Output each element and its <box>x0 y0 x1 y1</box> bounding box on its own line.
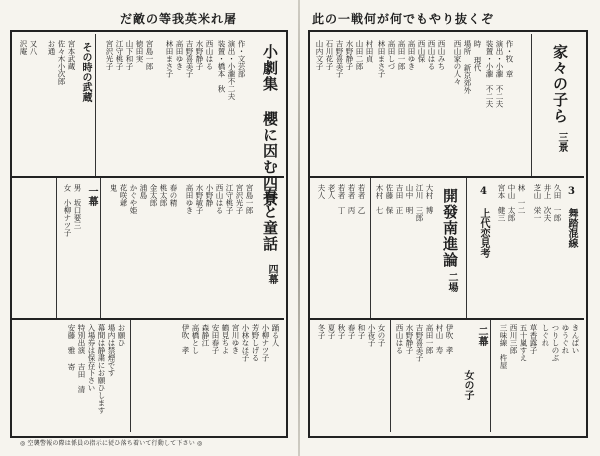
banner-right: 此の一戦何が何でもやり抜くぞ <box>312 12 495 26</box>
divider <box>466 178 467 318</box>
cast-list: 男 坂口要三 女 小柳ナツ子 <box>63 184 82 237</box>
setting-info: 時 現代 場所 新京郊外 西山家の人々 <box>453 40 482 94</box>
credits: 作・文芸部 演出・小瀧不二夫 装置・橋本 秋 <box>217 40 246 100</box>
divider <box>310 318 584 320</box>
act-title: 4 上代恋見考 <box>478 186 489 258</box>
cast-list: 村田貞 山田二郎 水野静子 吉野喜美子 石川花子 山内文子 <box>315 40 374 78</box>
play-title: 春と童話 <box>261 188 279 252</box>
play-title: 小劇集 櫻に因む四景 <box>261 44 279 207</box>
act-title: 一幕 <box>86 186 97 206</box>
divider <box>12 176 284 178</box>
cast-list: 又八 沢庵 <box>19 40 38 55</box>
divider <box>95 34 96 176</box>
dance-items: きんばい ゆうぐれ つりしのぶ しぐれ <box>541 324 580 362</box>
divider <box>12 318 284 320</box>
notice: お願ひ 場内は禁煙です 幕間は静粛にお願ひします 入場券は保存下さい 特別出演 吉田 清 安藤 雅 寄 <box>67 324 126 414</box>
center-fold <box>298 0 300 456</box>
act-title: その時の武蔵 <box>80 42 91 102</box>
divider <box>130 320 131 432</box>
divider <box>370 178 371 318</box>
cast-list: 踊る人 小柳ナツ子 芳野しげる 小林なほ子 宮川ゆき 鶴見ちよ 安田春子 森静江 高橋とし 伊吹 孝 <box>181 324 280 362</box>
divider <box>531 34 532 176</box>
play-title: 女の子 <box>462 370 473 400</box>
cast-list: 草香露子 五十嵐すえ 西川三郎 三味線 杵屋 <box>499 324 538 369</box>
cast-list: 宮島一郎 徳田実 山下和子 江守桃子 宮沢光子 <box>105 40 154 70</box>
cast-list: 若者 乙 若者 丙 若者 丁 老人 夫人 <box>317 184 366 214</box>
cast-list: 西山みち 西山はる 西山保 高田ゆき 高田一郎 高田しづ 林田まさ子 <box>377 40 446 78</box>
cast-list: 春の精 桃太郎 金太郎 浦島 かぐや姫 花咲爺 鬼 <box>109 184 178 214</box>
cast-list: 林 一二 中山 太郎 宮本 健三 <box>497 184 526 222</box>
act-title: 二幕 <box>476 326 487 346</box>
cast-list: 宮島一郎 宮沢光子 江守桃子 西山はる 小野静 水野敏子 高田ゆき <box>185 184 254 214</box>
scene-count: 三景 <box>556 132 567 152</box>
footer-note: ◎ 空襲警報の際は係員の指示に従ひ落ち着いて行動して下さい ◎ <box>20 440 203 447</box>
divider <box>100 178 101 318</box>
divider <box>56 178 57 318</box>
cast-list: 伊吹 孝 村山 寿 高田一郎 吉野喜美子 水野静子 西山はる <box>395 324 454 362</box>
cast-list: 宮本武蔵 佐々木小次郎 お通 <box>47 40 76 85</box>
credits: 作・牧 章 演出・小瀧 不二夫 装置・小瀧 不二夫 <box>485 40 514 108</box>
play-title: 開發南進論 <box>441 188 459 268</box>
cast-list: 大村 博 江川 三郎 山中 明 吉田 正 佐藤 保 木村 七 <box>375 184 434 222</box>
divider <box>390 320 391 432</box>
banner-left: だ敵の等我英米れ屠 <box>120 12 238 26</box>
cast-list: 西山はる 水野静子 吉野喜美子 高田ゆき 林田まさ子 <box>165 40 214 78</box>
scene-count: 四幕 <box>266 264 277 284</box>
cast-list: 久田 一郎 井上 次夫 芝山 栄一 <box>533 184 562 222</box>
divider <box>310 176 584 178</box>
play-title: 家々の子ら <box>551 44 569 124</box>
divider <box>490 320 491 432</box>
act-title: 3 舞踏混線 <box>566 186 577 248</box>
scene-count: 二場 <box>446 272 457 292</box>
cast-list: 女の子 小夜子 和子 春子 秋子 夏子 冬子 <box>317 324 386 347</box>
